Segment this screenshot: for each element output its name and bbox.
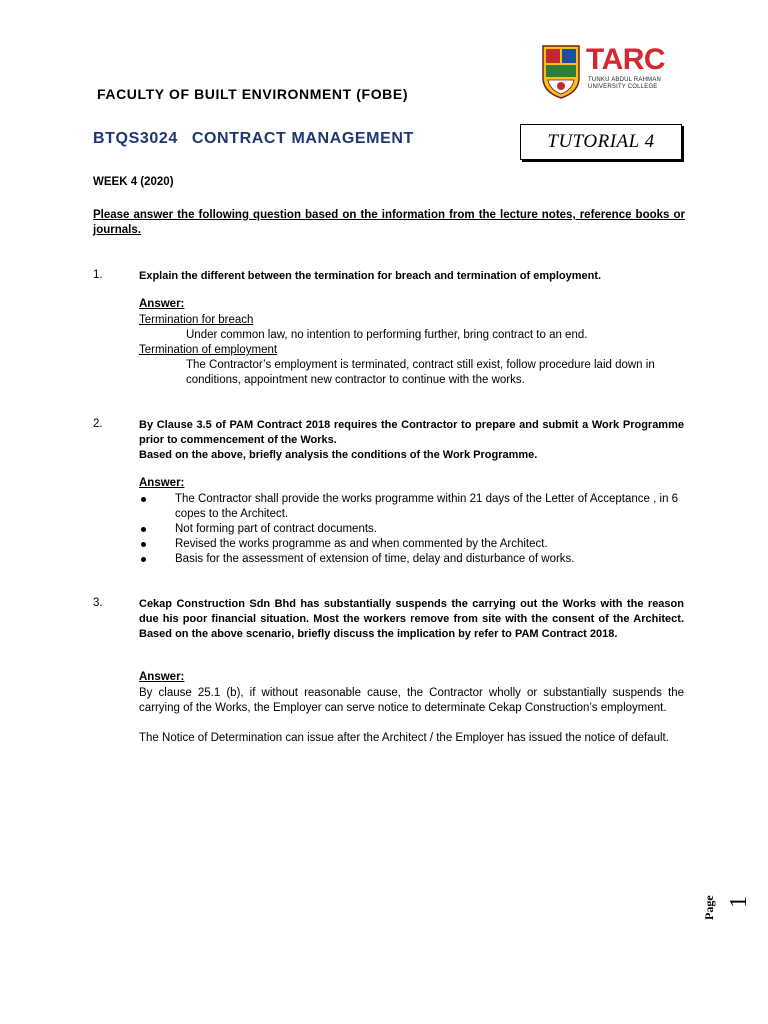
answer-paragraph: By clause 25.1 (b), if without reasonable cause, the Contractor wholly or substantially suspends the carrying of the Works, the Employer can serve notice to determinate Cekap Construction’s employment. bbox=[139, 687, 684, 714]
question-text: Based on the above, briefly analysis the conditions of the Work Programme. bbox=[139, 449, 538, 461]
answer-bullet-list bbox=[139, 492, 689, 567]
question-number: 3. bbox=[93, 597, 103, 609]
question-number: 1. bbox=[93, 269, 103, 281]
answer-label: Answer: bbox=[139, 477, 185, 489]
instruction: Please answer the following question based on the information from the lecture notes, reference books or journals. bbox=[93, 209, 685, 236]
list-item: Basis for the assessment of extension of time, delay and disturbance of works. bbox=[139, 552, 689, 567]
question-text: Explain the different between the termination for breach and termination of employment. bbox=[139, 270, 602, 282]
question-number: 2. bbox=[93, 418, 103, 430]
logo-line2: UNIVERSITY COLLEGE bbox=[588, 84, 658, 90]
bullet-icon bbox=[141, 527, 146, 532]
answer-paragraph: The Contractor’s employment is terminated, contract still exist, follow procedure laid down in conditions, appointment new contractor to continue with the works. bbox=[186, 359, 655, 386]
answer-label: Answer: bbox=[139, 671, 185, 683]
week-label: WEEK 4 (2020) bbox=[93, 176, 174, 188]
answer-paragraph: Under common law, no intention to performing further, bring contract to an end. bbox=[186, 329, 588, 341]
answer-label: Answer: bbox=[139, 298, 185, 310]
tarc-logo bbox=[540, 44, 680, 100]
course-code: BTQS3024 bbox=[93, 130, 178, 147]
bullet-icon bbox=[141, 497, 146, 502]
course-name: CONTRACT MANAGEMENT bbox=[191, 130, 414, 147]
question-text: By Clause 3.5 of PAM Contract 2018 requires the Contractor to prepare and submit a Work Programme prior to commencement of the Works. bbox=[139, 419, 684, 446]
question-text: Cekap Construction Sdn Bhd has substantially suspends the carrying out the Works with the reason due his poor financial situation. Most the workers remove from site with the consent of the Architect. Based on the above scenario, briefly discuss the implication by refer to PAM Contract 2018. bbox=[139, 598, 684, 640]
page-word: Page bbox=[702, 895, 716, 920]
list-item: The Contractor shall provide the works programme within 21 days of the Letter of Acceptance , in 6 copes to the Architect. bbox=[139, 492, 689, 522]
list-item: Not forming part of contract documents. bbox=[139, 522, 689, 537]
course-title bbox=[93, 130, 414, 148]
answer-paragraph: The Notice of Determination can issue after the Architect / the Employer has issued the notice of default. bbox=[139, 732, 669, 744]
answer-heading: Termination of employment bbox=[139, 344, 278, 356]
logo-line1: TUNKU ABDUL RAHMAN bbox=[588, 77, 662, 83]
page-number bbox=[700, 880, 750, 930]
list-item: Revised the works programme as and when commented by the Architect. bbox=[139, 537, 689, 552]
tutorial-box: TUTORIAL 4 bbox=[520, 124, 682, 160]
answer-heading: Termination for breach bbox=[139, 314, 254, 326]
page-num: 1 bbox=[726, 896, 752, 908]
faculty-title: FACULTY OF BUILT ENVIRONMENT (FOBE) bbox=[97, 86, 409, 102]
bullet-icon bbox=[141, 557, 146, 562]
logo-brand: TARC bbox=[586, 43, 666, 76]
bullet-icon bbox=[141, 542, 146, 547]
